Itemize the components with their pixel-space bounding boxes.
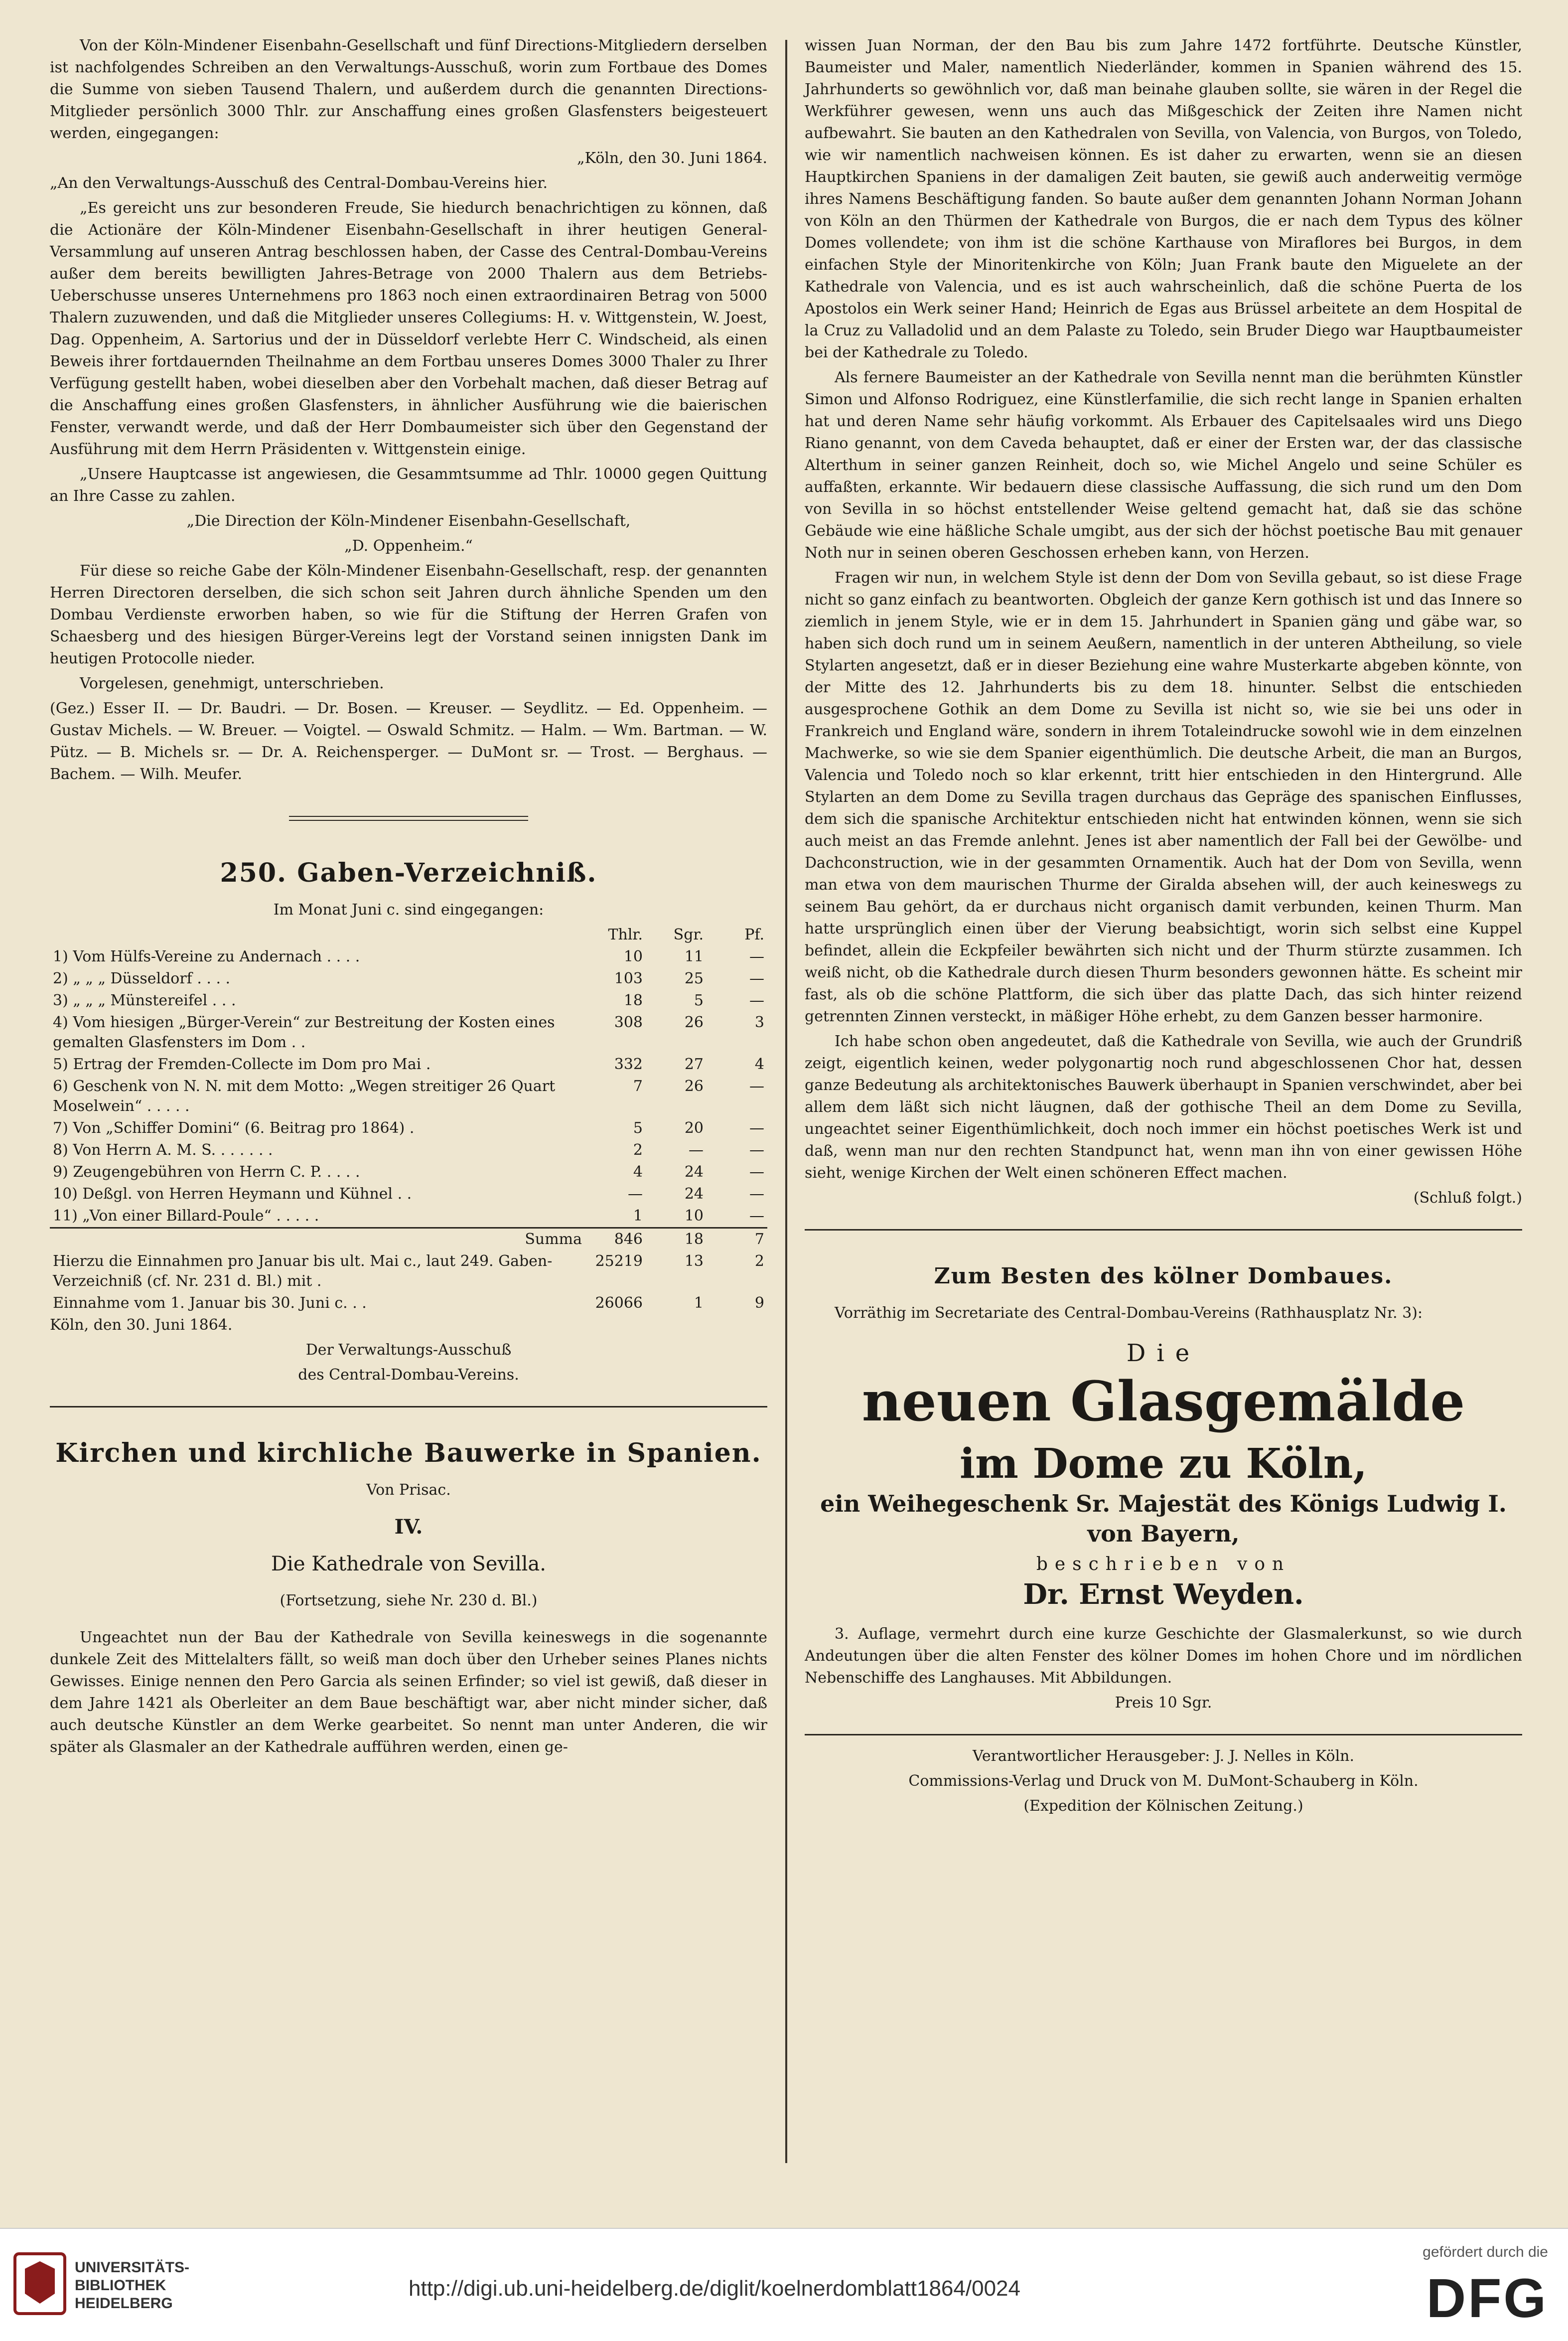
table-row [50, 1076, 767, 1117]
row-pf: — [749, 948, 764, 965]
previous-pf: 2 [754, 1252, 764, 1270]
row-thlr: 103 [614, 970, 643, 987]
row-sgr: 26 [684, 1078, 704, 1095]
ad-description: 3. Auflage, vermehrt durch eine kurze Geschichte der Glasmalerkunst, so wie durch Andeutungen über die alten Fenster des kölner Domes im hohen Chore und im nördlichen Nebenschiffe des Langhauses. Mit Abbildungen. [805, 1625, 1522, 1687]
row-thlr: 308 [614, 1014, 643, 1031]
separator [50, 805, 767, 827]
row-thlr: 332 [614, 1056, 643, 1073]
row-thlr: 4 [633, 1163, 643, 1181]
ad-line-2: neuen Glasgemälde [861, 1369, 1465, 1433]
row-sgr: 11 [684, 948, 704, 965]
row-sgr: 25 [684, 970, 704, 987]
table-row [50, 1012, 767, 1054]
row-sgr: 24 [684, 1163, 704, 1181]
article-closing: (Schluß folgt.) [1413, 1189, 1522, 1207]
row-text: 11) „Von einer Billard-Poule“ . . . . . [53, 1207, 319, 1225]
article-paragraph-1: Ungeachtet nun der Bau der Kathedrale von Sevilla keineswegs in die sogenannte dunkele Zeit des Mittelalters fällt, so weiß man doch über den Urheber seines Planes nichts Gewisses. Einige nennen den Pero Garcia als seinen Erfinder; so viel ist gewiß, daß dieser in dem Jahre 1421 als Oberleiter an dem Baue beschäftigt war, aber nicht minder sicher, daß auch deutsche Künstler an dem Werke gearbeitet. So nennt man unter Anderen, die wir später als Glasmaler an der Kathedrale aufführen werden, einen ge- [50, 1629, 767, 1756]
section-rule [805, 1229, 1522, 1231]
article-paragraph-3: Als fernere Baumeister an der Kathedrale von Sevilla nennt man die berühmten Künstler Simon und Alfonso Rodriguez, eine Künstlerfamilie, die sich recht lange in Spanien erhalten hat und deren Name sehr häufig vorkommt. Als Erbauer des Capitelsaales wird uns Diego Riano genannt, von dem Caveda behauptet, daß er einer der Ersten war, der das classische Alterthum in seiner ganzen Reinheit, doch so, wie Michel Angelo und seine Schüler es auffaßten, erkannte. Wir bedauern diese classische Auffassung, die sich rund um den Dom von Sevilla in so höchst entstellender Weise geltend gemacht hat, daß sie das schöne Gebäude wie eine häßliche Schale umgibt, aus der sich der höchst poetische Bau mit genauer Noth nur in seinen oberen Geschossen erheben kann, von Herzen. [805, 369, 1522, 562]
col-sgr-header: Sgr. [673, 926, 704, 943]
read-note: Vorgelesen, genehmigt, unterschrieben. [80, 675, 384, 692]
right-column [805, 35, 1522, 1820]
left-column [50, 35, 767, 1761]
row-pf: — [749, 1141, 764, 1159]
ad-title: Zum Besten des kölner Dombaues. [934, 1263, 1393, 1289]
ad-price: Preis 10 Sgr. [1115, 1694, 1212, 1712]
table-row [50, 1054, 767, 1076]
table-row [50, 968, 767, 990]
row-text: 8) Von Herrn A. M. S. . . . . . . [53, 1141, 273, 1159]
intro-paragraph: Von der Köln-Mindener Eisenbahn-Gesellschaft und fünf Directions-Mitgliedern derselben ist nachfolgendes Schreiben an den Verwaltungs-Ausschuß, worin zum Fortbaue des Domes die Summe von sieben Tausend Thalern, und außerdem durch die genannten Directions-Mitglieder persönlich 3000 Thlr. zur Anschaffung eines großen Glasfensters beigesteuert werden, eingegangen: [50, 37, 767, 142]
university-name-line-3: HEIDELBERG [75, 2295, 173, 2312]
total-label: Einnahme vom 1. Januar bis 30. Juni c. . . [53, 1294, 367, 1312]
row-text: 4) Vom hiesigen „Bürger-Verein“ zur Bestreitung der Kosten eines gemalten Glasfensters im Dom . . [53, 1014, 555, 1051]
row-pf: — [749, 1119, 764, 1137]
row-thlr: 10 [623, 948, 643, 965]
total-row [50, 1292, 767, 1314]
row-sgr: 27 [684, 1056, 704, 1073]
row-pf: — [749, 1078, 764, 1095]
section-rule [50, 1406, 767, 1407]
row-text: 2) „ „ „ Düsseldorf . . . . [53, 970, 231, 987]
thanks-paragraph: Für diese so reiche Gabe der Köln-Mindener Eisenbahn-Gesellschaft, resp. der genannten Herren Directoren derselben, die sich schon seit Jahren durch ähnliche Spenden um den Dombau Verdienste erworben haben, so wie für die Stiftung der Herren Grafen von Schaesberg und des hiesigen Bürger-Vereins legt der Vorstand seinen innigsten Dank im heutigen Protocolle nieder. [50, 562, 767, 667]
sum-pf: 7 [707, 1228, 767, 1251]
letter-body-2: „Unsere Hauptcasse ist angewiesen, die Gesammtsumme ad Thlr. 10000 gegen Quittung an Ihre Casse zu zahlen. [50, 466, 767, 505]
imprint-line-1: Verantwortlicher Herausgeber: J. J. Nelles in Köln. [972, 1747, 1355, 1765]
university-name-line-1: UNIVERSITÄTS- [75, 2259, 190, 2276]
row-sgr: 24 [684, 1185, 704, 1203]
row-thlr: 5 [633, 1119, 643, 1137]
row-text: 10) Deßgl. von Herren Heymann und Kühnel . . [53, 1185, 412, 1203]
total-sgr: 1 [694, 1294, 704, 1312]
list-title: 250. Gaben-Verzeichniß. [220, 858, 597, 888]
row-sgr: 20 [684, 1119, 704, 1137]
row-pf: — [749, 992, 764, 1009]
list-date: Köln, den 30. Juni 1864. [50, 1316, 233, 1334]
letter-salutation: „An den Verwaltungs-Ausschuß des Central-Dombau-Vereins hier. [50, 174, 548, 192]
table-row [50, 990, 767, 1012]
university-name-line-2: BIBLIOTHEK [75, 2277, 166, 2294]
row-pf: — [749, 970, 764, 987]
table-row [50, 1205, 767, 1228]
table-row [50, 1117, 767, 1139]
dfg-label: gefördert durch die [1423, 2244, 1548, 2260]
total-thlr: 26066 [595, 1294, 643, 1312]
signatories: (Gez.) Esser II. — Dr. Baudri. — Dr. Bosen. — Kreuser. — Seydlitz. — Ed. Oppenheim. — Gustav Michels. — W. Breuer. — Voigtel. — Oswald Schmitz. — Halm. — Wm. Bartman. — W. Pütz. — B. Michels sr. — Dr. A. Reichensperger. — DuMont sr. — Trost. — Berghaus. — Bachem. — Wilh. Meufer. [50, 700, 767, 783]
sum-sgr: 18 [646, 1228, 707, 1251]
article-paragraph-2: wissen Juan Norman, der den Bau bis zum Jahre 1472 fortführte. Deutsche Künstler, Baumeister und Maler, namentlich Niederländer, kommen in Spanien während des 15. Jahrhunderts so gewöhnlich vor, daß man beinahe glauben sollte, sie wären in der Regel die Werkführer gewesen, wenn uns auch das Mißgeschick der Zeiten ihre Namen nicht aufbewahrt. Sie bauten an den Kathedralen von Sevilla, von Valencia, von Burgos, von Toledo, wie wir namentlich nachweisen können. Es ist daher zu erwarten, wenn sie an diesen Hauptkirchen Spaniens in der damaligen Zeit bauten, sie gewiß auch anderweitig vermöge ihres Namens Beschäftigung fanden. So baute außer dem genannten Johann Norman Johann von Köln an den Thürmen der Kathedrale von Burgos, die er nach dem Typus des kölner Domes vollendete; von ihm ist die schöne Karthause von Miraflores bei Burgos, in dem einfachen Style der Minoritenkirche von Köln; Juan Frank baute den Miguelete an der Kathedrale von Valencia, und es ist auch wahrscheinlich, daß die schöne Puerta de los Apostolos ein Werk seiner Hand; Heinrich de Egas aus Brüssel arbeitete an dem Hospital de la Cruz zu Valladolid und an dem Palaste zu Toledo, sein Bruder Diego war Hauptbaumeister bei der Kathedrale zu Toledo. [805, 37, 1522, 361]
letter-dateline: „Köln, den 30. Juni 1864. [577, 150, 767, 167]
row-thlr: 7 [633, 1078, 643, 1095]
list-signature-2: des Central-Dombau-Vereins. [298, 1366, 519, 1384]
previous-row [50, 1250, 767, 1292]
article-paragraph-5: Ich habe schon oben angedeutet, daß die Kathedrale von Sevilla, wie auch der Grundriß zeigt, eigentlich keinen, weder polygonartig noch rund abgeschlossenen Chor hat, dessen ganze Bedeutung als architektonisches Bauwerk überhaupt in Spanien verschwindet, aber bei allem dem läßt sich nicht läugnen, daß der gothische Theil an dem Dome zu Sevilla, ungeachtet seiner Eigenthümlichkeit, doch noch immer ein höchst poetisches Werk ist und daß, wenn man nur den rechten Standpunct hat, wenn man ihn von einer gewissen Höhe sieht, wenige Kirchen der Welt einen schöneren Effect machen. [805, 1033, 1522, 1182]
list-intro: Im Monat Juni c. sind eingegangen: [273, 901, 544, 919]
row-text: 9) Zeugengebühren von Herrn C. P. . . . . [53, 1163, 360, 1181]
col-thlr-header: Thlr. [608, 926, 643, 943]
article-continuation: (Fortsetzung, siehe Nr. 230 d. Bl.) [280, 1592, 538, 1609]
table-row [50, 1139, 767, 1161]
sum-label: Summa [50, 1228, 585, 1251]
dfg-logo: DFG [1426, 2268, 1548, 2329]
imprint-rule [805, 1734, 1522, 1735]
article-paragraph-4: Fragen wir nun, in welchem Style ist denn der Dom von Sevilla gebaut, so ist diese Frage nicht so ganz einfach zu beantworten. Obgleich der ganze Kern gothisch ist und das Innere so ziemlich in jenem Style, wie er in dem 15. Jahrhundert in Spanien gäng und gäbe war, so haben sich doch rund um in seinem Aeußern, namentlich in der unteren Abtheilung, so viele Stylarten angesetzt, daß er in dieser Beziehung eine wahre Musterkarte abgeben könnte, von der Mitte des 12. Jahrhunderts bis zu dem 18. hinunter. Selbst die entschieden ausgesprochene Gothik an dem Dome zu Sevilla ist nicht so, wie sie bei uns oder in Frankreich und England wäre, sondern in ihrem Totaleindrucke sowohl wie in dem einzelnen Machwerke, so wie sie dem Spanier eigenthümlich. Die deutsche Arbeit, die man an Burgos, Valencia und Toledo noch so klar erkennt, tritt hier entschieden in den Hintergrund. Alle Stylarten an dem Dome zu Sevilla tragen durchaus das Gepräge des spanischen Einflusses, dem sich die spanische Architektur entschieden nicht hat entwinden können, wenn sie sich auch meist an das Fremde anlehnt. Jenes ist aber namentlich der Fall bei der Gewölbe- und Dachconstruction, wie in der gesammten Ornamentik. Auch hat der Dom von Sevilla, wenn man etwa von dem maurischen Thurme der Giralda absehen will, der auch keineswegs zu seinem Bau gehört, da er durchaus nicht organisch damit verbunden, keinen Thurm. Man hatte ursprünglich einen über der Vierung beabsichtigt, worin sich selbst eine Kuppel befindet, allein die Eckpfeiler bewährten sich nicht und der Thurm stürzte zusammen. Ich weiß nicht, ob die Kathedrale durch diesen Thurm besonders gewonnen hätte. Es scheint mir fast, als ob die schöne Plattform, die sich über das platte Dach, das sich hinter reizend getrennten Zinnen versteckt, in mäßiger Höhe erhebt, zu dem Ganzen besser harmonire. [805, 569, 1522, 1025]
row-thlr: 2 [633, 1141, 643, 1159]
table-row [50, 1161, 767, 1183]
row-sgr: 26 [684, 1014, 704, 1031]
sum-row [50, 1228, 767, 1251]
article-author: Von Prisac. [366, 1481, 451, 1499]
article-title: Kirchen und kirchliche Bauwerke in Spanien. [55, 1438, 762, 1468]
table-row [50, 946, 767, 968]
row-thlr: — [628, 1185, 643, 1203]
previous-sgr: 13 [684, 1252, 704, 1270]
previous-thlr: 25219 [595, 1252, 643, 1270]
letter-signature-2: „D. Oppenheim.“ [344, 537, 473, 555]
article-part: IV. [394, 1515, 423, 1539]
ad-line-5: beschrieben von [1036, 1554, 1291, 1574]
ad-line-3: im Dome zu Köln, [960, 1440, 1367, 1488]
row-sgr: 10 [684, 1207, 704, 1225]
row-pf: — [749, 1185, 764, 1203]
digitization-footer [0, 2228, 1568, 2341]
ornament-rule [289, 816, 528, 821]
total-pf: 9 [754, 1294, 764, 1312]
row-text: 6) Geschenk von N. N. mit dem Motto: „Wegen streitiger 26 Quart Moselwein“ . . . . . [53, 1078, 556, 1115]
imprint-line-3: (Expedition der Kölnischen Zeitung.) [1023, 1797, 1303, 1815]
row-pf: — [749, 1163, 764, 1181]
row-sgr: — [689, 1141, 704, 1159]
permalink[interactable]: http://digi.ub.uni-heidelberg.de/diglit/koelnerdomblatt1864/0024 [409, 2276, 1020, 2301]
row-pf: — [749, 1207, 764, 1225]
article-part-title: Die Kathedrale von Sevilla. [271, 1553, 546, 1575]
row-text: 3) „ „ „ Münstereifel . . . [53, 992, 236, 1009]
column-divider [785, 40, 787, 2163]
table-header-row [50, 924, 767, 946]
row-text: 5) Ertrag der Fremden-Collecte im Dom pro Mai . [53, 1056, 431, 1073]
row-text: 1) Vom Hülfs-Vereine zu Andernach . . . . [53, 948, 360, 965]
ad-intro: Vorräthig im Secretariate des Central-Dombau-Vereins (Rathhausplatz Nr. 3): [835, 1304, 1423, 1322]
university-seal-icon [10, 2249, 70, 2319]
letter-signature-1: „Die Direction der Köln-Mindener Eisenbahn-Gesellschaft, [186, 512, 631, 530]
ad-line-1: Die [1126, 1339, 1201, 1367]
row-thlr: 18 [623, 992, 643, 1009]
university-name [75, 2259, 189, 2313]
sum-thlr: 846 [585, 1228, 646, 1251]
imprint-line-2: Commissions-Verlag und Druck von M. DuMont-Schauberg in Köln. [908, 1772, 1419, 1790]
row-pf: 3 [754, 1014, 764, 1031]
table-row [50, 1183, 767, 1205]
row-thlr: 1 [633, 1207, 643, 1225]
col-pf-header: Pf. [744, 926, 764, 943]
ad-line-6: Dr. Ernst Weyden. [1023, 1578, 1304, 1611]
list-signature-1: Der Verwaltungs-Ausschuß [305, 1341, 512, 1359]
ad-line-4: ein Weihegeschenk Sr. Majestät des Königs Ludwig I. von Bayern, [820, 1490, 1507, 1547]
row-pf: 4 [754, 1056, 764, 1073]
letter-body-1: „Es gereicht uns zur besonderen Freude, Sie hiedurch benachrichtigen zu können, daß die Actionäre der Köln-Mindener Eisenbahn-Gesellschaft in ihrer heutigen General-Versammlung auf unseren Antrag beschlossen haben, der Casse des Central-Dombau-Vereins außer dem bereits bewilligten Jahres-Betrage von 2000 Thalern aus dem Betriebs-Ueberschusse unseres Unternehmens pro 1863 noch einen extraordinairen Betrag von 5000 Thalern zuzuwenden, und daß die Mitglieder unseres Collegiums: H. v. Wittgenstein, W. Joest, Dag. Oppenheim, A. Sartorius und der in Düsseldorf verlebte Herr C. Windscheid, als einen Beweis ihrer fortdauernden Theilnahme an dem Fortbau unseres Domes 3000 Thaler zu Ihrer Verfügung gestellt haben, wobei dieselben aber den Vorbehalt machen, daß dieser Betrag auf die Anschaffung eines großen Glasfensters, in ähnlicher Ausführung wie die baierischen Fenster, verwandt werde, und daß der Herr Dombaumeister sich über den Gegenstand der Ausführung mit dem Herrn Präsidenten v. Wittgenstein einige. [50, 199, 767, 458]
previous-label: Hierzu die Einnahmen pro Januar bis ult. Mai c., laut 249. Gaben-Verzeichniß (cf. Nr. 231 d. Bl.) mit . [53, 1252, 553, 1290]
donation-table [50, 924, 767, 1314]
row-text: 7) Von „Schiffer Domini“ (6. Beitrag pro 1864) . [53, 1119, 415, 1137]
row-sgr: 5 [694, 992, 704, 1009]
